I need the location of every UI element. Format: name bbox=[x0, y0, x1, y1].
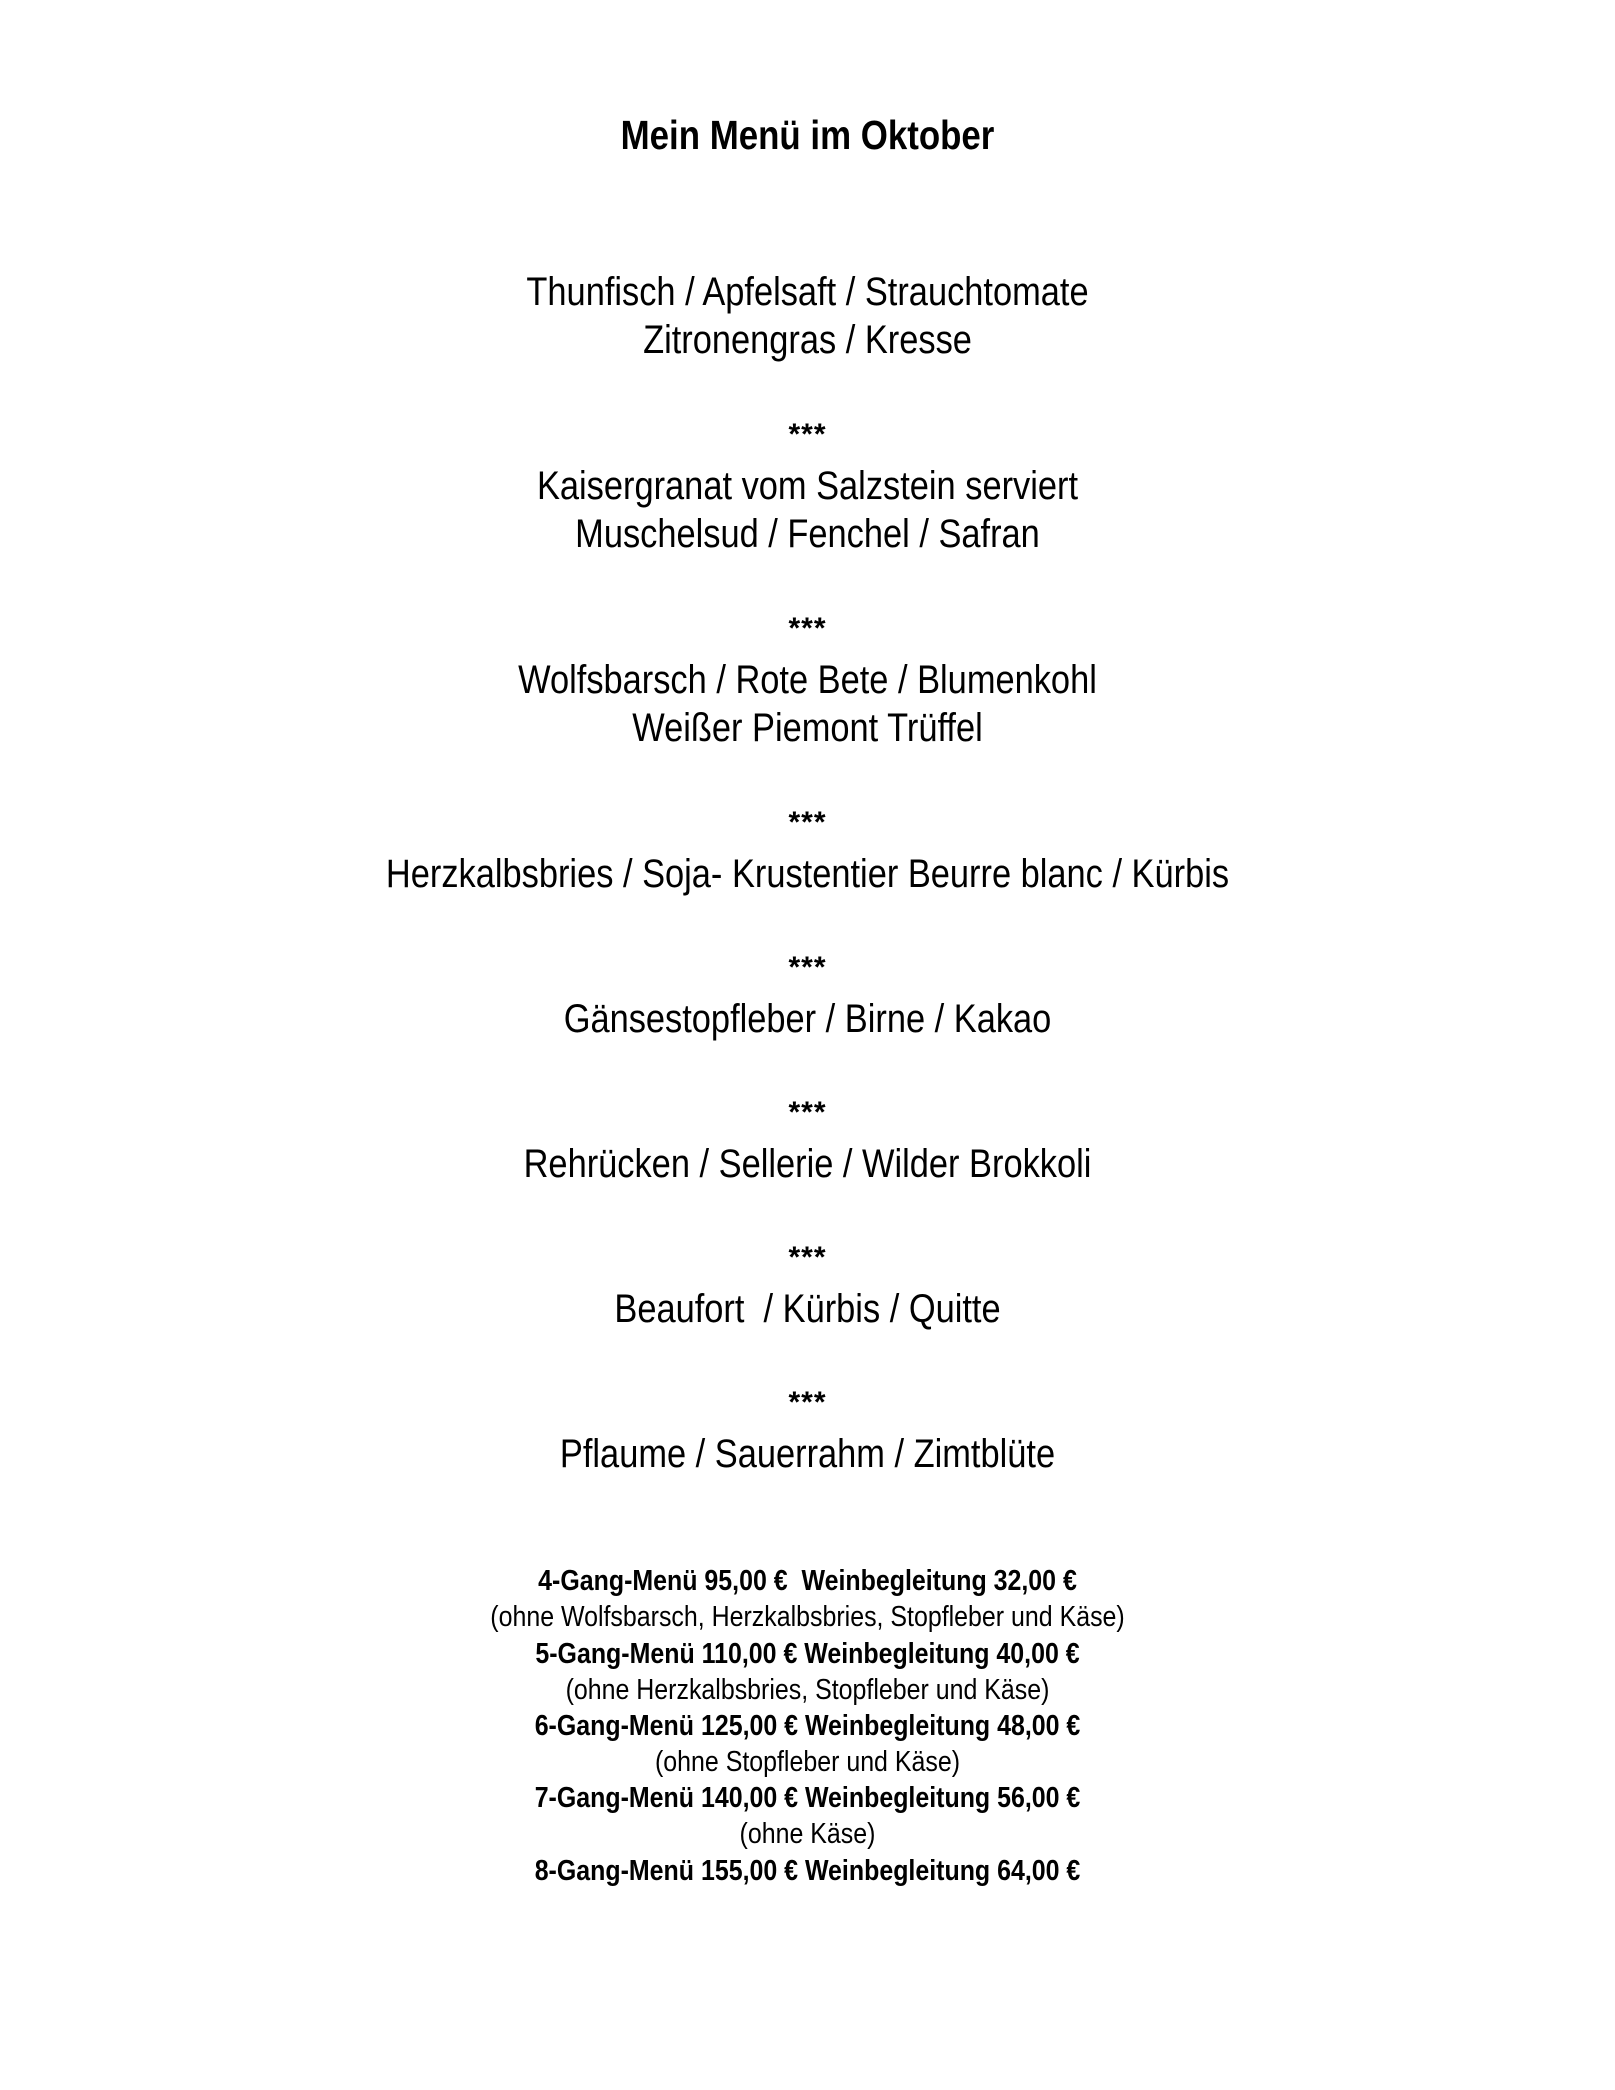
price-line-5-gang: 5-Gang-Menü 110,00 € Weinbegleitung 40,00 € bbox=[535, 1638, 1080, 1670]
price-note-6-gang: (ohne Stopfleber und Käse) bbox=[654, 1746, 961, 1778]
price-line-7-gang: 7-Gang-Menü 140,00 € Weinbegleitung 56,00 € bbox=[534, 1782, 1081, 1814]
course-1-line-1: Thunfisch / Apfelsaft / Strauchtomate bbox=[526, 270, 1089, 314]
course-6-line-1: Rehrücken / Sellerie / Wilder Brokkoli bbox=[523, 1142, 1092, 1186]
course-separator: *** bbox=[788, 951, 827, 984]
course-2-line-2: Muschelsud / Fenchel / Safran bbox=[575, 512, 1040, 556]
price-note-7-gang: (ohne Käse) bbox=[739, 1818, 876, 1850]
course-4-line-1: Herzkalbsbries / Soja- Krustentier Beurre blanc / Kürbis bbox=[385, 852, 1230, 896]
price-line-6-gang: 6-Gang-Menü 125,00 € Weinbegleitung 48,00 € bbox=[534, 1710, 1081, 1742]
course-separator: *** bbox=[788, 806, 827, 839]
course-separator: *** bbox=[788, 418, 827, 451]
course-3-line-2: Weißer Piemont Trüffel bbox=[632, 706, 983, 750]
course-2-line-1: Kaisergranat vom Salzstein serviert bbox=[536, 464, 1079, 508]
price-note-5-gang: (ohne Herzkalbsbries, Stopfleber und Käse) bbox=[565, 1674, 1050, 1706]
course-1-line-2: Zitronengras / Kresse bbox=[643, 318, 972, 362]
price-note-4-gang: (ohne Wolfsbarsch, Herzkalbsbries, Stopfleber und Käse) bbox=[490, 1601, 1125, 1633]
course-8-line-1: Pflaume / Sauerrahm / Zimtblüte bbox=[559, 1432, 1056, 1476]
course-separator: *** bbox=[788, 1096, 827, 1129]
course-7-line-1: Beaufort / Kürbis / Quitte bbox=[614, 1287, 1001, 1331]
price-line-8-gang: 8-Gang-Menü 155,00 € Weinbegleitung 64,00 € bbox=[534, 1855, 1081, 1887]
course-3-line-1: Wolfsbarsch / Rote Bete / Blumenkohl bbox=[518, 658, 1097, 702]
course-separator: *** bbox=[788, 1386, 827, 1419]
course-separator: *** bbox=[788, 612, 827, 645]
page-title: Mein Menü im Oktober bbox=[620, 112, 995, 158]
course-5-line-1: Gänsestopfleber / Birne / Kakao bbox=[563, 997, 1052, 1041]
course-separator: *** bbox=[788, 1241, 827, 1274]
price-line-4-gang: 4-Gang-Menü 95,00 € Weinbegleitung 32,00 € bbox=[538, 1565, 1077, 1597]
